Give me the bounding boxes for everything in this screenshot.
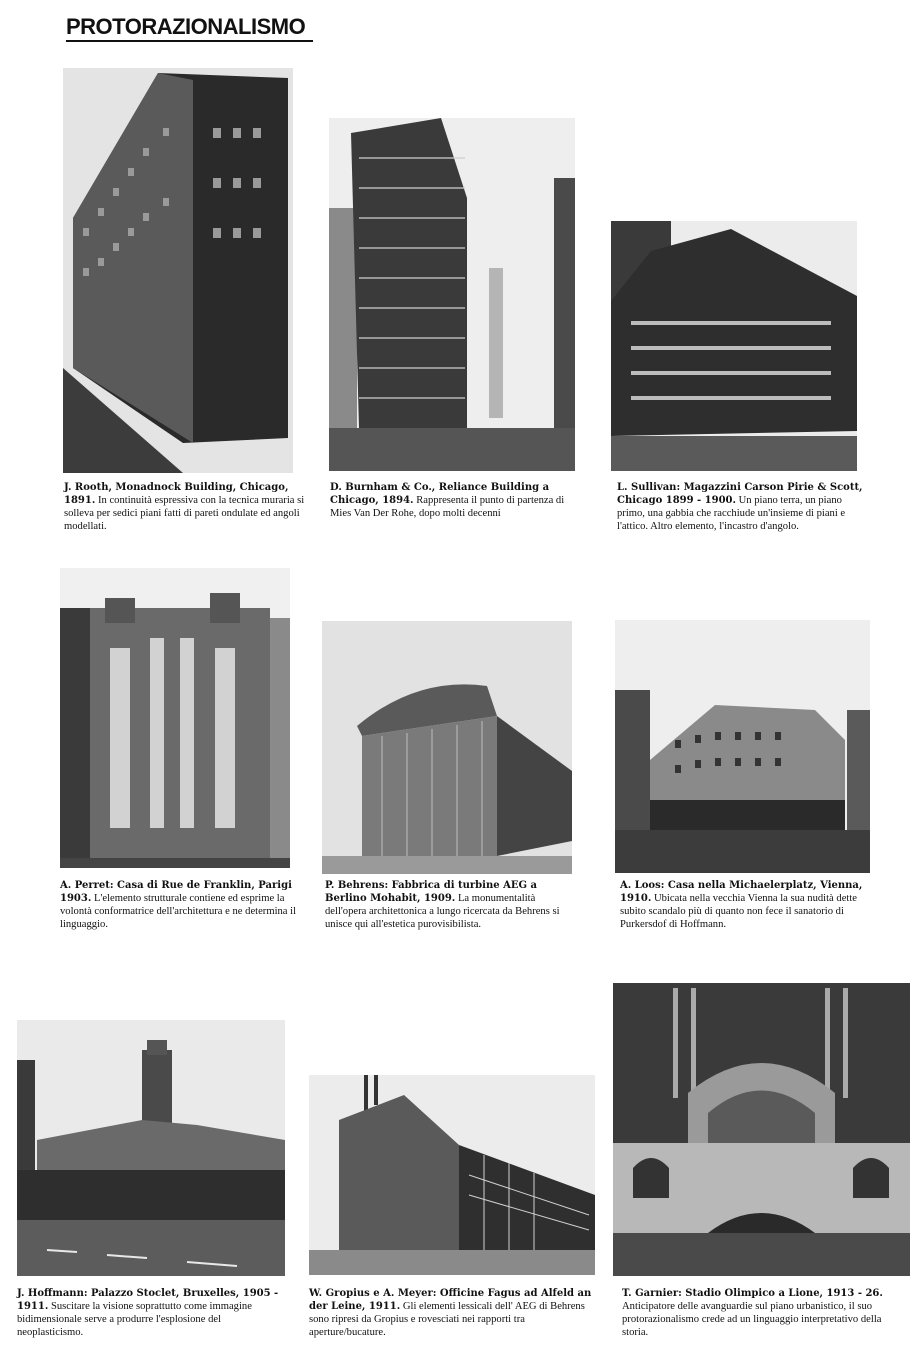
page-title: PROTORAZIONALISMO bbox=[66, 14, 313, 42]
caption-heading: W. Gropius e A. Meyer: Officine Fagus ad Alfeld an der Leine, 1911. bbox=[309, 1288, 592, 1312]
photo-reliance-building bbox=[329, 118, 575, 471]
caption-aeg-turbine-factory bbox=[325, 879, 575, 931]
caption-text: Suscitare la visione soprattutto come immagine bidimensionale serve a produrre l'esplosione del neoplasticismo. bbox=[17, 1301, 252, 1338]
photo-monadnock-building bbox=[63, 68, 293, 473]
caption-heading: P. Behrens: Fabbrica di turbine AEG a Berlino Mohabit, 1909. bbox=[325, 880, 537, 904]
photo-carson-pirie-scott bbox=[611, 221, 857, 471]
caption-text: L'elemento strutturale contiene ed esprime la volontà conformatrice dell'architettura e ne determina il linguaggio. bbox=[60, 893, 297, 930]
caption-heading: T. Garnier: Stadio Olimpico a Lione, 1913 - 26. bbox=[622, 1288, 883, 1299]
photo-palazzo-stoclet bbox=[17, 1020, 285, 1276]
caption-looshaus-michaelerplatz bbox=[620, 879, 875, 931]
caption-palazzo-stoclet bbox=[17, 1287, 282, 1339]
caption-heading: A. Loos: Casa nella Michaelerplatz, Vienna, 1910. bbox=[620, 880, 863, 904]
caption-reliance-building bbox=[330, 481, 580, 520]
caption-heading: J. Rooth, Monadnock Building, Chicago, 1891. bbox=[64, 482, 289, 506]
caption-heading: A. Perret: Casa di Rue de Franklin, Parigi 1903. bbox=[60, 880, 292, 904]
caption-text: In continuità espressiva con la tecnica muraria si solleva per sedici piani fatti di pareti ondulate ed angoli modellati. bbox=[64, 495, 305, 532]
caption-heading: L. Sullivan: Magazzini Carson Pirie & Scott, Chicago 1899 - 1900. bbox=[617, 482, 863, 506]
caption-monadnock-building bbox=[64, 481, 306, 533]
caption-carson-pirie-scott bbox=[617, 481, 869, 533]
caption-text: Ubicata nella vecchia Vienna la sua nudità dette subito scandalo più di quanto non fece il sanatorio di Purkersdof di Hoffmann. bbox=[620, 893, 857, 930]
caption-text: La monumentalità dell'opera architettonica a lungo ricercata da Behrens si unisce qui all'estetica purovisibilista. bbox=[325, 893, 560, 930]
photo-looshaus-michaelerplatz bbox=[615, 620, 870, 873]
caption-text: Rappresenta il punto di partenza di Mies Van Der Rohe, dopo molti decenni bbox=[330, 495, 565, 519]
caption-text: Un piano terra, un piano primo, una gabbia che racchiude un'insieme di piani e l'attico. Altro elemento, l'incastro d'angolo. bbox=[617, 495, 846, 532]
caption-heading: J. Hoffmann: Palazzo Stoclet, Bruxelles, 1905 - 1911. bbox=[17, 1288, 279, 1312]
caption-heading: D. Burnham & Co., Reliance Building a Chicago, 1894. bbox=[330, 482, 550, 506]
photo-aeg-turbine-factory bbox=[322, 621, 572, 874]
photo-fagus-factory bbox=[309, 1075, 595, 1275]
caption-casa-rue-franklin bbox=[60, 879, 305, 931]
caption-fagus-factory bbox=[309, 1287, 599, 1339]
photo-casa-rue-franklin bbox=[60, 568, 290, 868]
caption-text: Anticipatore delle avanguardie sul piano urbanistico, il suo protorazionalismo crede ad un linguaggio interpretativo della storia. bbox=[622, 1301, 882, 1338]
caption-text: Gli elementi lessicali dell' AEG di Behrens sono ripresi da Gropius e rovesciati nei rapporti tra aperture/bucature. bbox=[309, 1301, 585, 1338]
photo-stadio-olimpico-lione bbox=[613, 983, 910, 1276]
caption-stadio-olimpico-lione bbox=[622, 1287, 892, 1339]
